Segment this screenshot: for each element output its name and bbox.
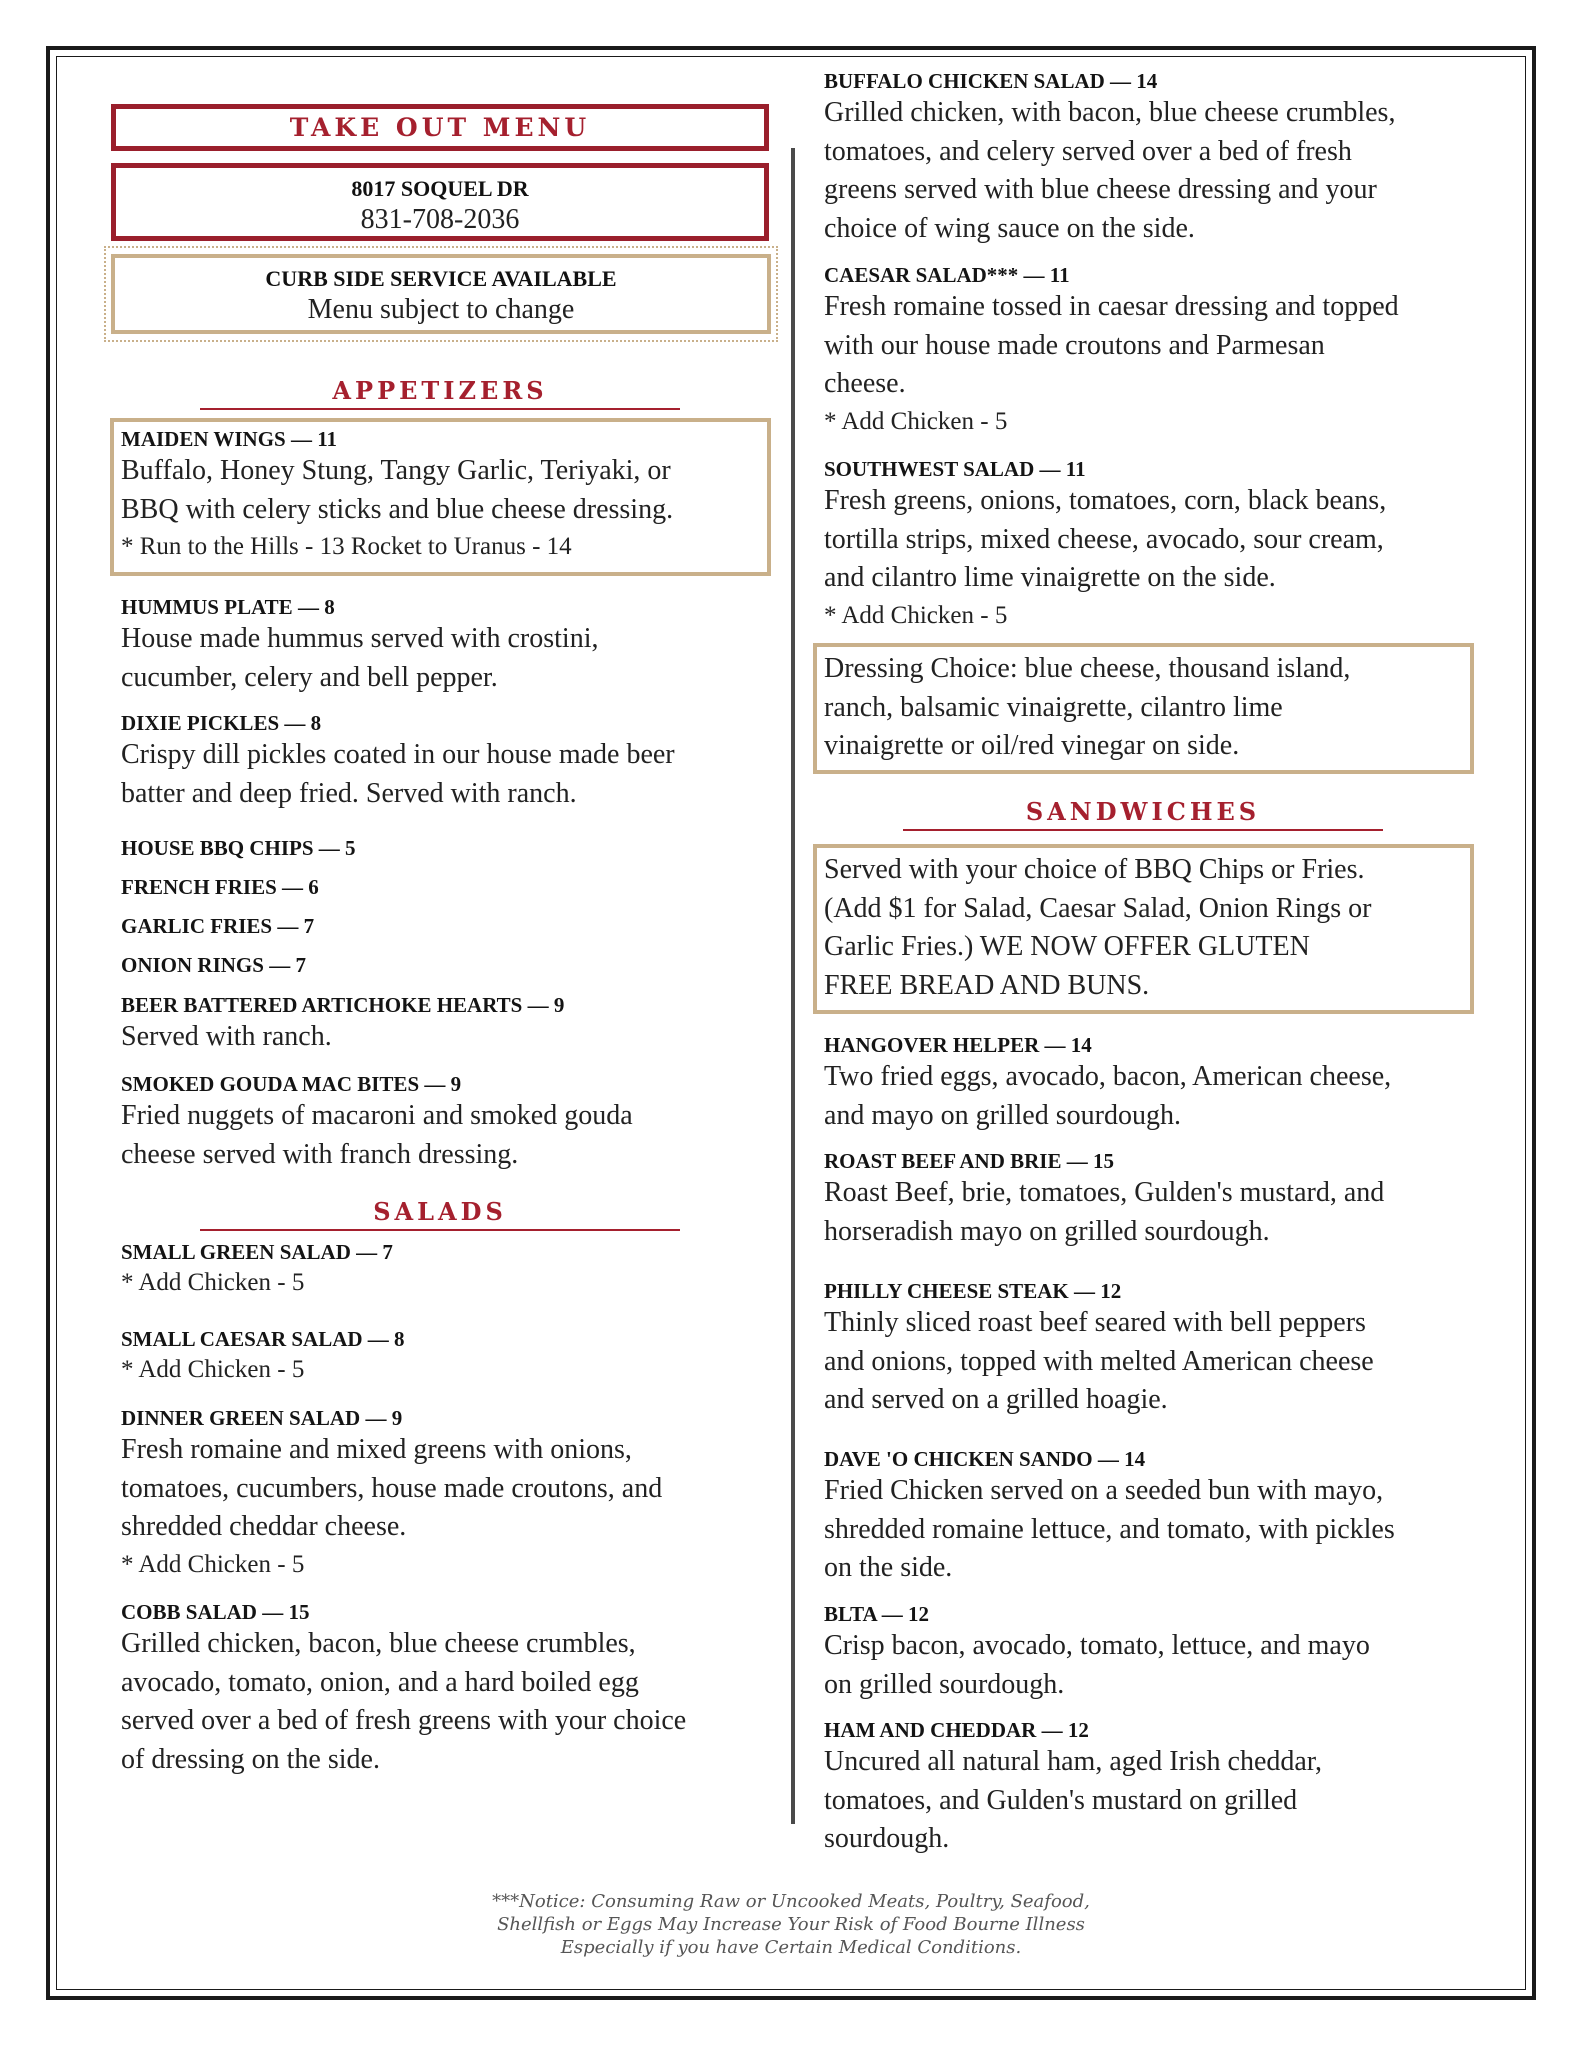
item-title: BUFFALO CHICKEN SALAD — 14: [824, 69, 1158, 93]
appetizers-rule: [200, 408, 680, 410]
dave-o-chicken-sando: [824, 1446, 1395, 1588]
hangover-helper: [824, 1032, 1391, 1135]
sandwich-intro: [824, 851, 1371, 1005]
ham-and-cheddar: [824, 1717, 1322, 1859]
subject-text: Menu subject to change: [307, 294, 575, 325]
item-desc: choice of wing sauce on the side.: [824, 212, 1195, 244]
item-desc: Dressing Choice: blue cheese, thousand island,: [824, 653, 1351, 684]
small-caesar-salad: [121, 1326, 405, 1388]
item-desc: tomatoes, and celery served over a bed of fresh: [824, 135, 1352, 167]
item-title: MAIDEN WINGS — 11: [121, 427, 338, 451]
item-desc: FREE BREAD AND BUNS.: [824, 969, 1150, 1001]
item-desc: Garlic Fries.) WE NOW OFFER GLUTEN: [824, 931, 1310, 962]
item-desc: vinaigrette or oil/red vinegar on side.: [824, 730, 1240, 761]
item-title: COBB SALAD — 15: [121, 1600, 310, 1624]
buffalo-chicken-salad: [824, 68, 1395, 248]
item-title: BLTA — 12: [824, 1602, 930, 1626]
house-bbq-chips: HOUSE BBQ CHIPS — 5: [121, 836, 356, 860]
item-title: CAESAR SALAD*** — 11: [824, 263, 1070, 287]
french-fries: FRENCH FRIES — 6: [121, 875, 319, 899]
item-desc: greens served with blue cheese dressing and your: [824, 174, 1377, 205]
notice-line: Especially if you have Certain Medical Conditions.: [560, 1937, 1022, 1958]
menu-title: TAKE OUT MENU: [289, 113, 591, 142]
item-title: DINNER GREEN SALAD — 9: [121, 1406, 403, 1430]
column-divider: [791, 148, 795, 1824]
item-title: DAVE 'O CHICKEN SANDO — 14: [824, 1447, 1146, 1471]
item-desc: sourdough.: [824, 1823, 950, 1854]
address-box: [111, 163, 769, 241]
item-desc: cucumber, celery and bell pepper.: [121, 661, 498, 693]
notice-line: Shellfish or Eggs May Increase Your Risk of Food Bourne Illness: [497, 1914, 1085, 1935]
item-desc: BBQ with celery sticks and blue cheese dressing.: [121, 493, 674, 525]
item-desc: tomatoes, cucumbers, house made croutons, and: [121, 1472, 663, 1504]
item-desc: shredded cheddar cheese.: [121, 1511, 407, 1542]
curbside-box: [111, 254, 771, 334]
salads-heading: SALADS: [373, 1197, 507, 1226]
item-desc: Fried Chicken served on a seeded bun with mayo,: [824, 1475, 1384, 1506]
artichoke-hearts: [121, 992, 564, 1057]
roast-beef-and-brie: [824, 1148, 1384, 1251]
item-desc: cheese.: [824, 368, 906, 399]
item-desc: of dressing on the side.: [121, 1743, 380, 1775]
item-title: HANGOVER HELPER — 14: [824, 1033, 1092, 1057]
item-title: HUMMUS PLATE — 8: [121, 595, 335, 619]
item-title: HAM AND CHEDDAR — 12: [824, 1718, 1089, 1742]
phone: 831-708-2036: [360, 204, 520, 235]
caesar-salad: [824, 262, 1399, 440]
item-title: SMALL GREEN SALAD — 7: [121, 1240, 393, 1264]
garlic-fries: GARLIC FRIES — 7: [121, 914, 315, 938]
blta: [824, 1601, 1370, 1704]
item-desc: Fried nuggets of macaroni and smoked gouda: [121, 1100, 633, 1131]
item-desc: (Add $1 for Salad, Caesar Salad, Onion Rings or: [824, 892, 1372, 924]
item-desc: and onions, topped with melted American cheese: [824, 1345, 1374, 1377]
item-note: * Add Chicken - 5: [121, 1356, 305, 1383]
item-desc: Served with your choice of BBQ Chips or Fries.: [824, 854, 1365, 885]
appetizers-heading: APPETIZERS: [332, 376, 548, 405]
item-note: * Add Chicken - 5: [121, 1550, 305, 1578]
salads-rule: [200, 1229, 680, 1231]
item-desc: Crispy dill pickles coated in our house made beer: [121, 739, 675, 770]
item-title: ROAST BEEF AND BRIE — 15: [824, 1149, 1114, 1173]
item-title: SMOKED GOUDA MAC BITES — 9: [121, 1072, 462, 1096]
item-title: DIXIE PICKLES — 8: [121, 711, 322, 735]
item-title: SOUTHWEST SALAD — 11: [824, 457, 1086, 481]
item-note: * Run to the Hills - 13 Rocket to Uranus - 14: [121, 533, 572, 560]
item-desc: House made hummus served with crostini,: [121, 623, 599, 654]
title-box: [111, 104, 769, 151]
maiden-wings: [121, 426, 673, 565]
item-desc: tomatoes, and Gulden's mustard on grilled: [824, 1784, 1298, 1816]
item-desc: Crisp bacon, avocado, tomato, lettuce, and mayo: [824, 1630, 1370, 1661]
item-desc: Buffalo, Honey Stung, Tangy Garlic, Teriyaki, or: [121, 455, 671, 486]
onion-rings: ONION RINGS — 7: [121, 953, 306, 977]
cobb-salad: [121, 1599, 686, 1779]
sandwiches-rule: [903, 829, 1383, 831]
item-desc: Grilled chicken, with bacon, blue cheese crumbles,: [824, 97, 1396, 128]
gouda-mac-bites: [121, 1071, 633, 1174]
address: 8017 SOQUEL DR: [351, 176, 529, 201]
item-desc: on grilled sourdough.: [824, 1668, 1065, 1700]
item-note: * Add Chicken - 5: [824, 601, 1008, 629]
item-note: * Add Chicken - 5: [824, 407, 1008, 435]
item-title: PHILLY CHEESE STEAK — 12: [824, 1279, 1122, 1303]
item-note: * Add Chicken - 5: [121, 1269, 305, 1296]
item-desc: ranch, balsamic vinaigrette, cilantro lime: [824, 691, 1283, 723]
curbside-text: CURB SIDE SERVICE AVAILABLE: [265, 266, 617, 291]
item-desc: tortilla strips, mixed cheese, avocado, sour cream,: [824, 523, 1384, 555]
item-desc: Served with ranch.: [121, 1021, 332, 1052]
item-desc: Uncured all natural ham, aged Irish cheddar,: [824, 1746, 1322, 1777]
sandwiches-heading: SANDWICHES: [1025, 797, 1261, 826]
item-desc: served over a bed of fresh greens with your choice: [121, 1705, 687, 1736]
dressing-choice: [824, 650, 1350, 766]
item-desc: Fresh romaine and mixed greens with onions,: [121, 1434, 632, 1465]
food-safety-notice: [0, 1890, 1582, 1959]
item-desc: horseradish mayo on grilled sourdough.: [824, 1215, 1270, 1247]
dinner-green-salad: [121, 1405, 662, 1583]
item-desc: Fresh greens, onions, tomatoes, corn, black beans,: [824, 485, 1387, 516]
item-desc: shredded romaine lettuce, and tomato, with pickles: [824, 1513, 1395, 1545]
item-desc: with our house made croutons and Parmesan: [824, 329, 1325, 361]
item-desc: avocado, tomato, onion, and a hard boiled egg: [121, 1666, 639, 1698]
item-desc: and mayo on grilled sourdough.: [824, 1099, 1181, 1131]
southwest-salad: [824, 456, 1386, 634]
dixie-pickles: [121, 710, 675, 813]
philly-cheese-steak: [824, 1278, 1374, 1420]
item-title: SMALL CAESAR SALAD — 8: [121, 1327, 405, 1351]
item-desc: and cilantro lime vinaigrette on the side.: [824, 562, 1276, 593]
hummus-plate: [121, 594, 598, 697]
item-desc: Roast Beef, brie, tomatoes, Gulden's mustard, and: [824, 1177, 1385, 1208]
item-desc: Fresh romaine tossed in caesar dressing and topped: [824, 291, 1399, 322]
notice-line: ***Notice: Consuming Raw or Uncooked Meats, Poultry, Seafood,: [492, 1891, 1090, 1912]
item-desc: Thinly sliced roast beef seared with bell peppers: [824, 1307, 1366, 1338]
item-desc: batter and deep fried. Served with ranch.: [121, 777, 577, 809]
item-desc: Two fried eggs, avocado, bacon, American cheese,: [824, 1061, 1392, 1092]
item-desc: and served on a grilled hoagie.: [824, 1384, 1168, 1415]
item-desc: on the side.: [824, 1552, 953, 1583]
item-desc: cheese served with franch dressing.: [121, 1138, 519, 1170]
small-green-salad: [121, 1239, 393, 1301]
item-title: BEER BATTERED ARTICHOKE HEARTS — 9: [121, 993, 565, 1017]
item-desc: Grilled chicken, bacon, blue cheese crumbles,: [121, 1628, 636, 1659]
